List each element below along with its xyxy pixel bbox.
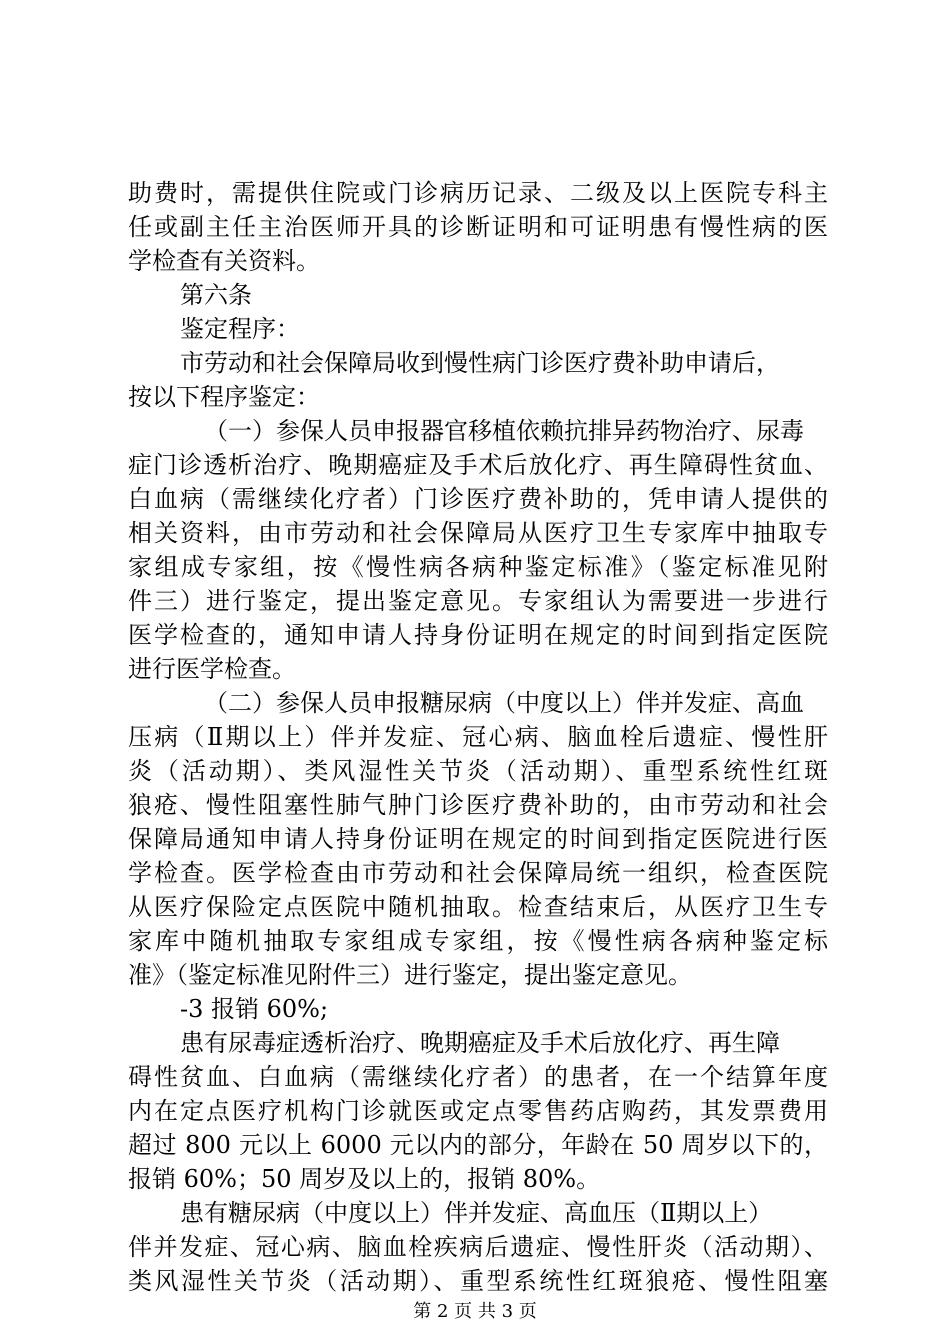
text-line: 进行医学检查。 (128, 655, 296, 683)
text-line: 学检查有关资料。 (128, 247, 320, 275)
text-line: 症门诊透析治疗、晚期癌症及手术后放化疗、再生障碍性贫血、 (128, 451, 828, 479)
text-line: 件三）进行鉴定，提出鉴定意见。专家组认为需要进一步进行 (128, 587, 828, 615)
text-line: 类风湿性关节炎（活动期）、重型系统性红斑狼疮、慢性阻塞 (128, 1267, 828, 1295)
text-line: -3 报销 60%; (180, 995, 329, 1023)
text-line: 从医疗保险定点医院中随机抽取。检查结束后，从医疗卫生专 (128, 893, 828, 921)
text-line: 超过 800 元以上 6000 元以内的部分，年龄在 50 周岁以下的， (128, 1131, 828, 1159)
text-line: （一）参保人员申报器官移植依赖抗排异药物治疗、尿毒 (204, 417, 804, 445)
page-footer (0, 1300, 950, 1324)
text-line: 白血病（需继续化疗者）门诊医疗费补助的，凭申请人提供的 (128, 485, 828, 513)
text-line: 市劳动和社会保障局收到慢性病门诊医疗费补助申请后， (180, 349, 780, 377)
text-line: 准》（鉴定标准见附件三）进行鉴定，提出鉴定意见。 (128, 961, 692, 989)
article-heading: 第六条 (180, 281, 252, 309)
text-line: 炎（活动期）、类风湿性关节炎（活动期）、重型系统性红斑 (128, 757, 828, 785)
text-line: 家库中随机抽取专家组成专家组，按《慢性病各病种鉴定标 (128, 927, 828, 955)
text-line: 医学检查的，通知申请人持身份证明在规定的时间到指定医院 (128, 621, 828, 649)
page-number: 第 2 页 共 3 页 (413, 1301, 537, 1322)
text-line: 相关资料，由市劳动和社会保障局从医疗卫生专家库中抽取专 (128, 519, 828, 547)
text-line: 狼疮、慢性阻塞性肺气肿门诊医疗费补助的，由市劳动和社会 (128, 791, 828, 819)
text-line: 任或副主任主治医师开具的诊断证明和可证明患有慢性病的医 (128, 213, 828, 241)
text-line: （二）参保人员申报糖尿病（中度以上）伴并发症、高血 (204, 689, 804, 717)
text-line: 家组成专家组，按《慢性病各病种鉴定标准》（鉴定标准见附 (128, 553, 828, 581)
text-line: 患有糖尿病（中度以上）伴并发症、高血压（Ⅱ期以上） (180, 1199, 773, 1227)
section-heading: 鉴定程序： (180, 315, 300, 343)
text-line: 患有尿毒症透析治疗、晚期癌症及手术后放化疗、再生障 (180, 1029, 780, 1057)
text-line: 伴并发症、冠心病、脑血栓疾病后遗症、慢性肝炎（活动期）、 (128, 1233, 828, 1261)
document-body (128, 176, 828, 1298)
text-line: 按以下程序鉴定： (128, 383, 320, 411)
text-line: 压病（Ⅱ期以上）伴并发症、冠心病、脑血栓后遗症、慢性肝 (128, 723, 828, 751)
text-line: 碍性贫血、白血病（需继续化疗者）的患者，在一个结算年度 (128, 1063, 828, 1091)
text-line: 学检查。医学检查由市劳动和社会保障局统一组织，检查医院 (128, 859, 828, 887)
text-line: 助费时，需提供住院或门诊病历记录、二级及以上医院专科主 (128, 179, 828, 207)
text-line: 保障局通知申请人持身份证明在规定的时间到指定医院进行医 (128, 825, 828, 853)
text-line: 报销 60%；50 周岁及以上的，报销 80%。 (128, 1165, 601, 1193)
text-line: 内在定点医疗机构门诊就医或定点零售药店购药，其发票费用 (128, 1097, 828, 1125)
